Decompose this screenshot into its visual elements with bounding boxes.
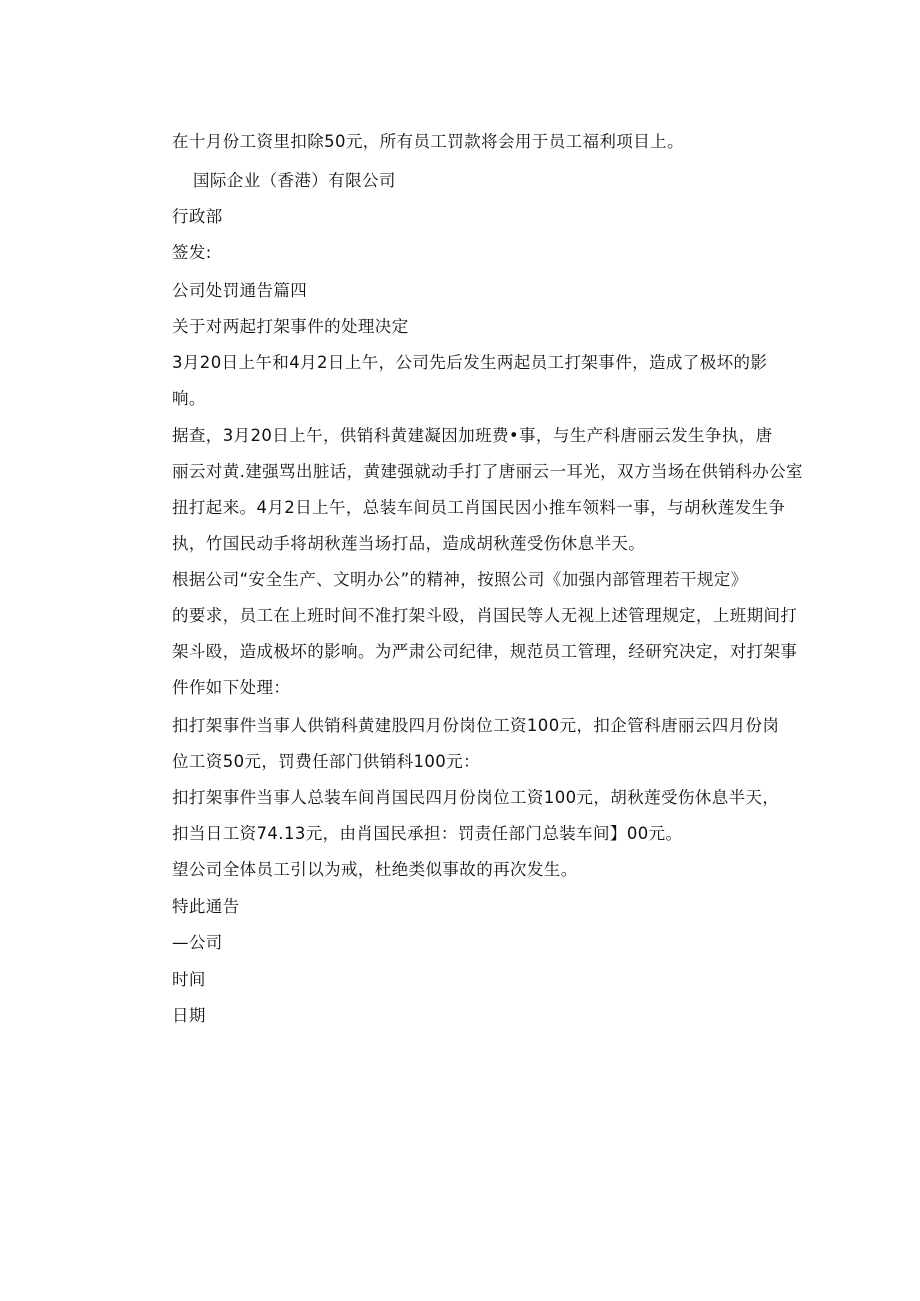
text-line-penalty-1-cont: 位工资50元，罚费任部门供销科100元： (172, 752, 480, 771)
section-heading: 公司处罚通告篇四 (172, 281, 308, 300)
text-line-warning: 望公司全体员工引以为戒，杜绝类似事故的再次发生。 (172, 860, 578, 879)
text-line-policy-2: 的要求，员工在上班时间不准打架斗殴，肖国民等人无视上述管理规定，上班期间打 (172, 606, 798, 625)
text-line-time: 时间 (172, 970, 206, 989)
text-line-date: 日期 (172, 1006, 206, 1025)
text-line-investigation-1: 据查，3月20日上午，供销科黄建凝因加班费•事，与生产科唐丽云发生争执，唐 (172, 426, 773, 445)
text-line-issuer: 签发: (172, 243, 212, 262)
text-line-investigation-4: 执，竹国民动手将胡秋莲当场打品，造成胡秋莲受伤休息半天。 (172, 534, 646, 553)
text-line-policy-4: 件作如下处理： (172, 678, 291, 697)
text-line-penalty-2: 扣打架事件当事人总装车间肖国民四月份岗位工资100元，胡秋莲受伤休息半天， (172, 788, 780, 807)
text-line-department: 行政部 (172, 207, 223, 226)
text-line-signature-company: —公司 (172, 933, 223, 952)
text-line-company-name: 国际企业（香港）有限公司 (193, 171, 396, 190)
text-line-policy-1: 根据公司“安全生产、文明办公”的精神，按照公司《加强内部管理若干规定》 (172, 570, 748, 589)
decision-title: 关于对两起打架事件的处理决定 (172, 317, 409, 336)
text-line-incident-intro-cont: 响。 (172, 389, 206, 408)
text-line-incident-intro: 3月20日上午和4月2日上午，公司先后发生两起员工打架事件，造成了极坏的影 (172, 353, 768, 372)
text-line-penalty-1: 扣打架事件当事人供销科黄建股四月份岗位工资100元，扣企管科唐丽云四月份岗 (172, 716, 780, 735)
text-line-penalty-2-cont: 扣当日工资74.13元，由肖国民承担：罚责任部门总装车间】00元。 (172, 824, 683, 843)
text-line-investigation-2: 丽云对黄.建强骂出脏话，黄建强就动手打了唐丽云一耳光，双方当场在供销科办公室 (172, 462, 803, 481)
text-line-investigation-3: 扭打起来。4月2日上午，总装车间员工肖国民因小推车领料一事，与胡秋莲发生争 (172, 498, 786, 517)
text-line-notice-closing: 特此通告 (172, 897, 240, 916)
text-line-deduction-note: 在十月份工资里扣除50元，所有员工罚款将会用于员工福利项目上。 (172, 132, 684, 151)
text-line-policy-3: 架斗殴，造成极坏的影响。为严肃公司纪律，规范员工管理，经研究决定，对打架事 (172, 642, 798, 661)
